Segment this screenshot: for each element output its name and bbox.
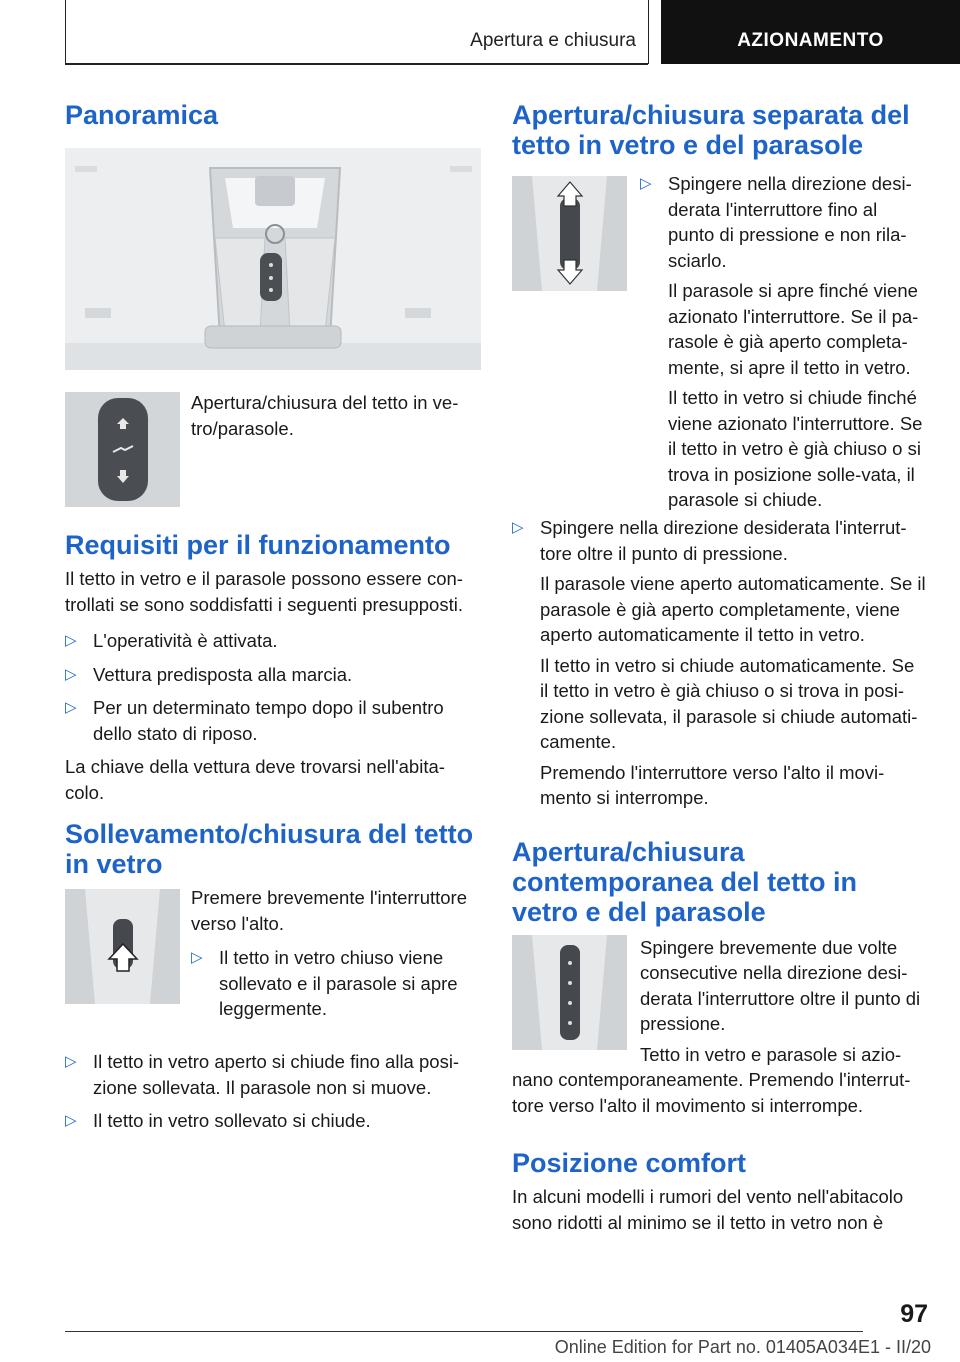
requirements-heading: Requisiti per il funzionamento — [65, 530, 451, 560]
separate-step-1-detail-2: Il tetto in vetro si chiude finché viene azionato l'interruttore. Se il tetto in vetro è già chiuso o si trova in posizione solle-vata, il parasole si chiude. — [668, 387, 923, 510]
roof-console-figure — [65, 148, 481, 370]
switch-illustration — [65, 392, 180, 507]
simultaneous-step: Spingere brevemente due volte consecutive nella direzione desi-derata l'interruttore oltre il punto di pressione. — [640, 936, 921, 1034]
page-number: 97 — [900, 1300, 928, 1328]
roof-console-illustration — [65, 148, 481, 370]
header-mid-rule — [648, 0, 649, 64]
separate-step-2-detail-1: Il parasole viene aperto automaticamente. Se il parasole è già aperto completamente, viene aperto automaticamente il tetto in vetro. — [540, 573, 926, 645]
simultaneous-figure — [512, 935, 627, 1050]
list-item: ▷ Il tetto in vetro aperto si chiude fino alla posi-zione sollevata. Il parasole non si muove. — [65, 1049, 481, 1100]
header-chapter-tab — [661, 0, 960, 64]
header-bottom-rule — [65, 63, 648, 65]
footer-edition: Online Edition for Part no. 01405A034E1 - II/20 — [554, 1337, 931, 1357]
separate-figure — [512, 176, 627, 291]
right-column — [512, 100, 926, 1235]
key-note: La chiave della vettura deve trovarsi nell'abita-colo. — [65, 756, 445, 803]
switch-caption: Apertura/chiusura del tetto in ve-tro/parasole. — [191, 392, 459, 439]
list-item — [512, 515, 926, 811]
simultaneous-heading: Apertura/chiusura contemporanea del tetto in vetro e del parasole — [512, 836, 858, 927]
requirements-list — [65, 628, 481, 746]
list-item: ▷ Per un determinato tempo dopo il subentro dello stato di riposo. — [65, 695, 481, 746]
raise-heading: Sollevamento/chiusura del tetto in vetro — [65, 819, 474, 879]
simultaneous-result: Tetto in vetro e parasole si azio-nano contemporaneamente. Premendo l'interrut-tore verso l'alto il movimento si interrompe. — [512, 1043, 911, 1116]
raise-illustration — [65, 889, 180, 1004]
separate-figure-row — [512, 173, 926, 511]
comfort-text: In alcuni modelli i rumori del vento nell'abitacolo sono ridotti al minimo se il tetto in vetro non è — [512, 1186, 904, 1233]
switch-figure-row — [65, 392, 481, 526]
raise-figure — [65, 889, 180, 1004]
overview-heading: Panoramica — [65, 100, 219, 130]
simultaneous-illustration — [512, 935, 627, 1050]
separate-step-2-detail-3: Premendo l'interruttore verso l'alto il movi-mento si interrompe. — [540, 761, 885, 808]
header-section-title: Apertura e chiusura — [470, 30, 636, 51]
separate-step-2: ▷ Spingere nella direzione desiderata l'interrut-tore oltre il punto di pressione. — [540, 517, 907, 564]
separate-illustration — [512, 176, 627, 291]
footer-rule — [65, 1331, 863, 1332]
list-item: ▷ L'operatività è attivata. — [65, 628, 481, 654]
raise-intro: Premere brevemente l'interruttore verso l'alto. — [191, 887, 468, 934]
chapter-label: AZIONAMENTO — [737, 30, 884, 51]
left-column — [65, 100, 481, 1134]
separate-step-1: ▷ Spingere nella direzione desi-derata l'interruttore fino al punto di pressione e non rila-sciarlo. — [668, 173, 912, 271]
separate-step-2-detail-2: Il tetto in vetro si chiude automaticamente. Se il tetto in vetro è già chiuso o si trova in posi-zione sollevata, il parasole si chiude automati-camente. — [540, 654, 918, 752]
list-item: ▷ Il tetto in vetro sollevato si chiude. — [65, 1108, 481, 1134]
raise-sub-list — [191, 945, 481, 1022]
list-item — [640, 171, 926, 513]
separate-step-1-detail-1: Il parasole si apre finché viene azionato l'interruttore. Se il pa-rasole è già aperto completa-mente, si apre il tetto in vetro. — [668, 280, 919, 378]
separate-sub-list — [640, 171, 926, 513]
comfort-heading: Posizione comfort — [512, 1148, 747, 1178]
raise-figure-row — [65, 889, 481, 1049]
list-item: ▷ Vettura predisposta alla marcia. — [65, 662, 481, 688]
simultaneous-block — [512, 935, 926, 1119]
separate-list — [512, 515, 926, 811]
list-item: ▷ Il tetto in vetro chiuso viene sollevato e il parasole si apre leggermente. — [191, 945, 481, 1022]
switch-figure — [65, 392, 180, 507]
header-left-rule — [65, 0, 66, 64]
requirements-intro: Il tetto in vetro e il parasole possono essere con-trollati se sono soddisfatti i seguenti presupposti. — [65, 568, 463, 615]
raise-list — [65, 1049, 481, 1134]
separate-heading: Apertura/chiusura separata del tetto in vetro e del parasole — [512, 100, 910, 160]
